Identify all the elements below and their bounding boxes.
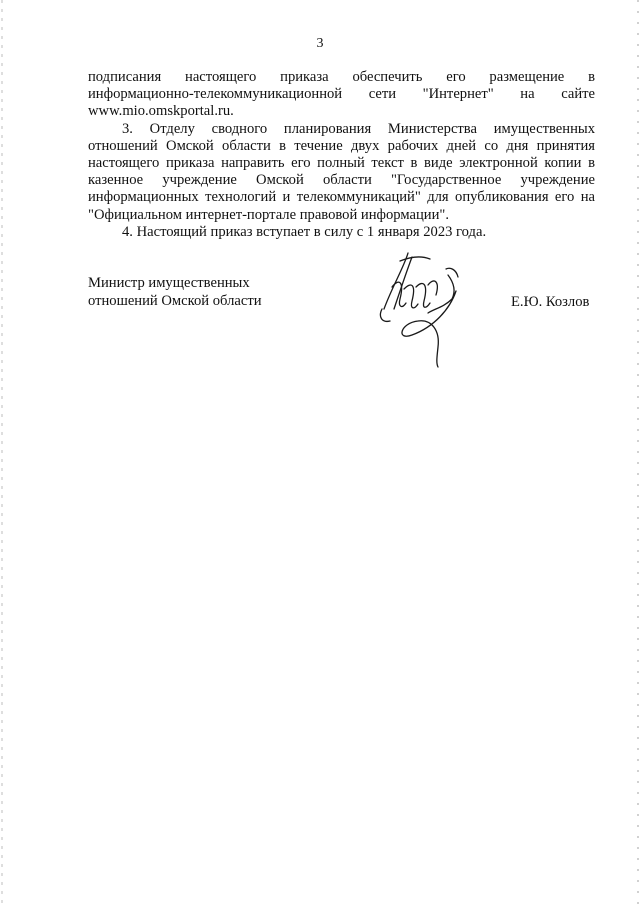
scan-edge-right [637, 0, 639, 905]
signatory-position-line-1: Министр имущественных [88, 275, 250, 291]
paragraph-1-line-1: подписания настоящего приказа обеспечить его размещение в [88, 69, 595, 85]
paragraph-3-line-1: 4. Настоящий приказ вступает в силу с 1 января 2023 года. [122, 223, 487, 240]
paragraph-1-line-3: www.mio.omskportal.ru. [88, 103, 234, 120]
paragraph-2-line-3: настоящего приказа направить его полный текст в виде электронной копии в [88, 155, 595, 172]
page-number: 3 [316, 36, 324, 51]
signatory-position-line-2: отношений Омской области [88, 293, 262, 309]
paragraph-1-line-2: информационно-телекоммуникационной сети "Интернет" на сайте [88, 86, 595, 103]
handwritten-signature [370, 247, 480, 372]
scan-edge-left [1, 0, 3, 905]
paragraph-2-line-6: "Официальном интернет-портале правовой информации". [88, 206, 450, 223]
signatory-position [88, 274, 288, 310]
paragraph-2-line-1: 3. Отделу сводного планирования Министерства имущественных [122, 120, 595, 137]
body-text [88, 69, 595, 241]
paragraph-2-line-2: отношений Омской области в течение двух рабочих дней со дня принятия [88, 137, 595, 154]
paragraph-2-line-5: информационных технологий и телекоммуникаций" для опубликования его на [88, 189, 595, 206]
signatory-name: Е.Ю. Козлов [511, 294, 590, 310]
paragraph-2-line-4: казенное учреждение Омской области "Государственное учреждение [88, 172, 595, 189]
